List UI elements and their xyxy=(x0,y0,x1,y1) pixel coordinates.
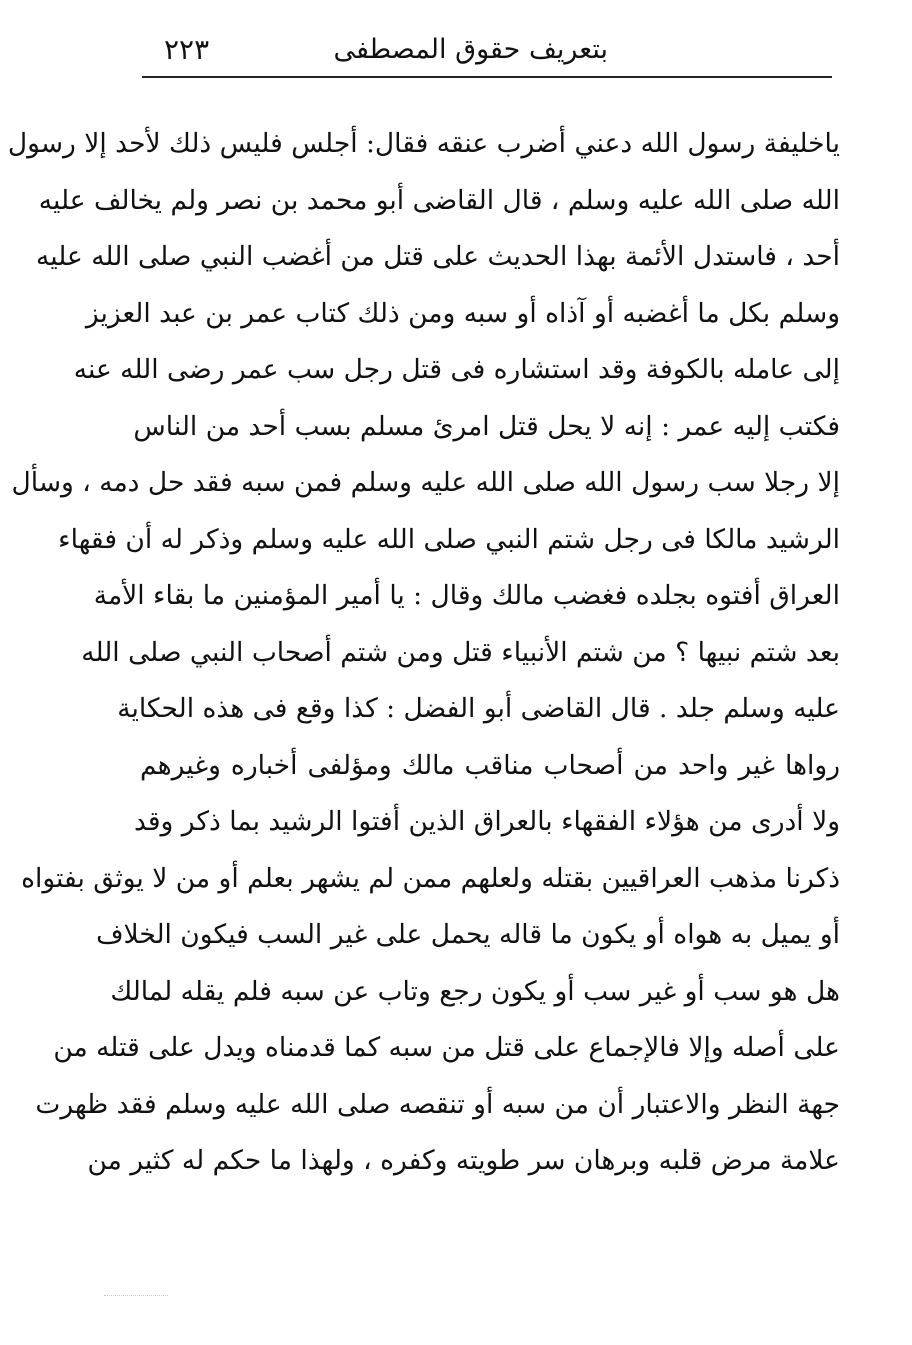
running-title: بتعريف حقوق المصطفى xyxy=(333,34,608,65)
running-header xyxy=(150,30,840,74)
scan-mark xyxy=(104,1295,168,1297)
text-line: على أصله وإلا فالإجماع على قتل من سبه كما قدمناه ويدل على قتله من xyxy=(53,1032,840,1063)
text-line: عليه وسلم جلد . قال القاضى أبو الفضل : كذا وقع فى هذه الحكاية xyxy=(117,693,840,724)
text-line: وسلم بكل ما أغضبه أو آذاه أو سبه ومن ذلك كتاب عمر بن عبد العزيز xyxy=(85,297,840,329)
text-line: ياخليفة رسول الله دعني أضرب عنقه فقال: أجلس فليس ذلك لأحد إلا رسول xyxy=(7,128,840,159)
text-line: الله صلى الله عليه وسلم ، قال القاضى أبو محمد بن نصر ولم يخالف عليه xyxy=(38,184,840,216)
text-line: ولا أدرى من هؤلاء الفقهاء بالعراق الذين أفتوا الرشيد بما ذكر وقد xyxy=(133,806,840,837)
text-line: إلا رجلا سب رسول الله صلى الله عليه وسلم فمن سبه فقد حل دمه ، وسأل xyxy=(11,467,840,498)
text-line: فكتب إليه عمر : إنه لا يحل قتل امرئ مسلم بسب أحد من الناس xyxy=(133,410,840,442)
text-line: هل هو سب أو غير سب أو يكون رجع وتاب عن سبه فلم يقله لمالك xyxy=(110,975,840,1007)
text-line: أحد ، فاستدل الأئمة بهذا الحديث على قتل من أغضب النبي صلى الله عليه xyxy=(36,241,840,272)
text-line: علامة مرض قلبه وبرهان سر طويته وكفره ، ولهذا ما حكم له كثير من xyxy=(87,1145,840,1176)
text-line: بعد شتم نبيها ؟ من شتم الأنبياء قتل ومن شتم أصحاب النبي صلى الله xyxy=(81,636,840,668)
text-line: العراق أفتوه بجلده فغضب مالك وقال : يا أمير المؤمنين ما بقاء الأمة xyxy=(93,580,840,611)
header-rule xyxy=(142,76,832,78)
text-line: رواها غير واحد من أصحاب مناقب مالك ومؤلفى أخباره وغيرهم xyxy=(140,749,840,781)
text-line: جهة النظر والاعتبار أن من سبه أو تنقصه صلى الله عليه وسلم فقد ظهرت xyxy=(35,1088,840,1120)
body-text xyxy=(7,116,840,1190)
text-line: إلى عامله بالكوفة وقد استشاره فى قتل رجل سب عمر رضى الله عنه xyxy=(73,354,840,385)
page-number: ٢٢٣ xyxy=(164,33,210,66)
text-line: ذكرنا مذهب العراقيين بقتله ولعلهم ممن لم يشهر بعلم أو من لا يوثق بفتواه xyxy=(21,862,840,894)
text-line: أو يميل به هواه أو يكون ما قاله يحمل على غير السب فيكون الخلاف xyxy=(96,919,840,950)
text-line: الرشيد مالكا فى رجل شتم النبي صلى الله عليه وسلم وذكر له أن فقهاء xyxy=(58,523,840,555)
